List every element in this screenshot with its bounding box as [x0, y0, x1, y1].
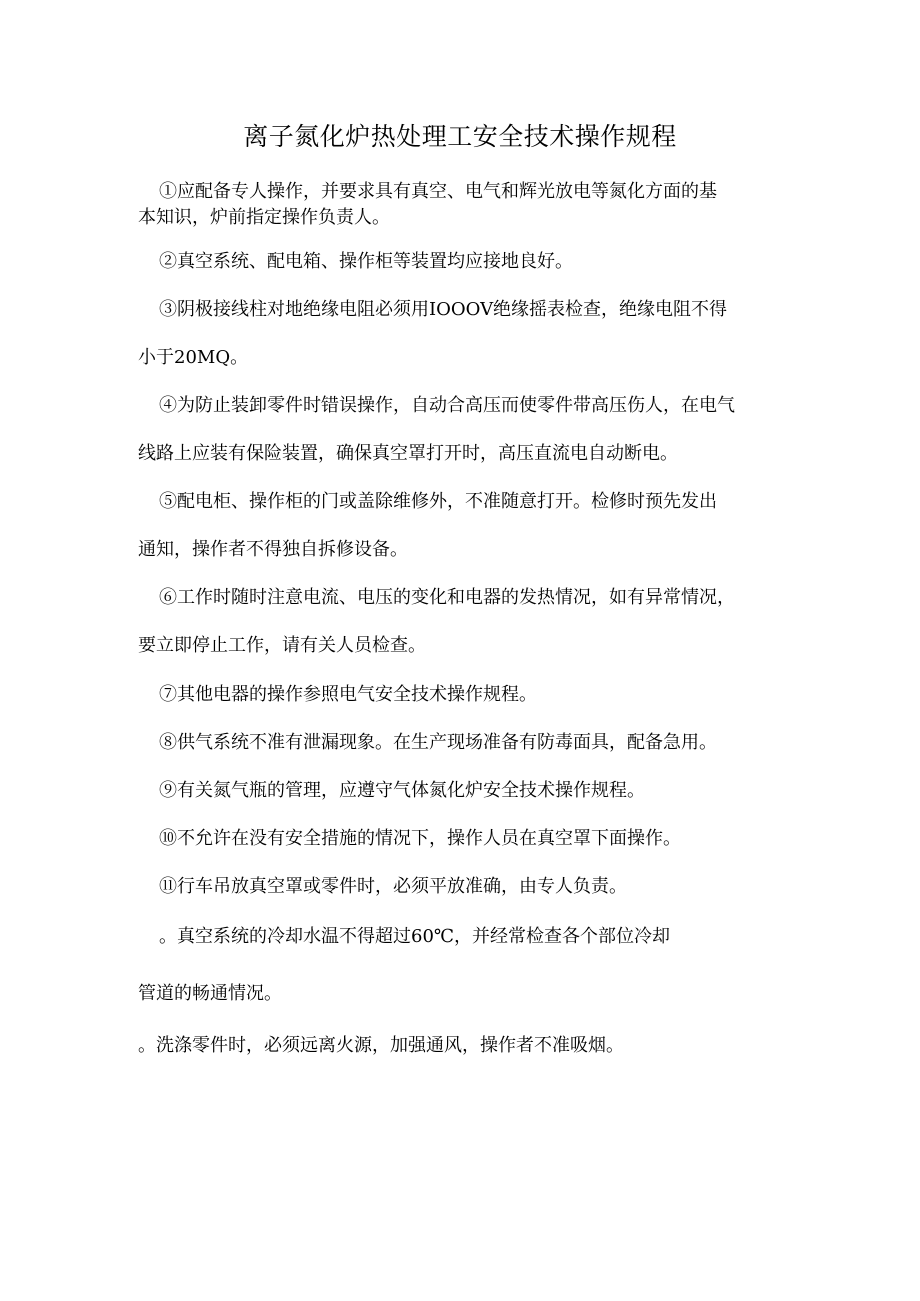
paragraph-line: ⑨有关氮气瓶的管理，应遵守气体氮化炉安全技术操作规程。	[159, 780, 645, 801]
paragraph-line: ⑤配电柜、操作柜的门或盖除维修外，不准随意打开。检修时预先发出	[159, 491, 717, 512]
paragraph-line: 通知，操作者不得独自拆修设备。	[138, 539, 408, 560]
document-title: 离子氮化炉热处理工安全技术操作规程	[243, 122, 677, 151]
paragraph-line: ⑦其他电器的操作参照电气安全技术操作规程。	[159, 684, 537, 705]
paragraph-line: 管道的畅通情况。	[138, 983, 282, 1004]
paragraph-line: ⑥工作时随时注意电流、电压的变化和电器的发热情况，如有异常情况，	[159, 587, 735, 608]
paragraph-line: 。洗涤零件时，必须远离火源，加强通风，操作者不准吸烟。	[138, 1035, 624, 1056]
paragraph-line: 。真空系统的冷却水温不得超过60℃，并经常检查各个部位冷却	[159, 926, 671, 947]
paragraph-line: 线路上应装有保险装置，确保真空罩打开时，高压直流电自动断电。	[138, 443, 678, 464]
paragraph-line: ①应配备专人操作，并要求具有真空、电气和辉光放电等氮化方面的基	[159, 181, 717, 202]
paragraph-line: ⑪行车吊放真空罩或零件时，必须平放准确，由专人负责。	[159, 876, 627, 897]
paragraph-line: 本知识，炉前指定操作负责人。	[138, 207, 390, 228]
paragraph-line: 小于20MQ。	[138, 347, 249, 368]
paragraph-line: ⑧供气系统不准有泄漏现象。在生产现场准备有防毒面具，配备急用。	[159, 732, 717, 753]
paragraph-line: 要立即停止工作，请有关人员检查。	[138, 635, 426, 656]
paragraph-line: ②真空系统、配电箱、操作柜等装置均应接地良好。	[159, 251, 573, 272]
paragraph-line: ⑩不允许在没有安全措施的情况下，操作人员在真空罩下面操作。	[159, 828, 681, 849]
paragraph-line: ③阴极接线柱对地绝缘电阻必须用IOOOV绝缘摇表检查，绝缘电阻不得	[159, 299, 728, 320]
paragraph-line: ④为防止装卸零件时错误操作，自动合高压而使零件带高压伤人，在电气	[159, 395, 735, 416]
